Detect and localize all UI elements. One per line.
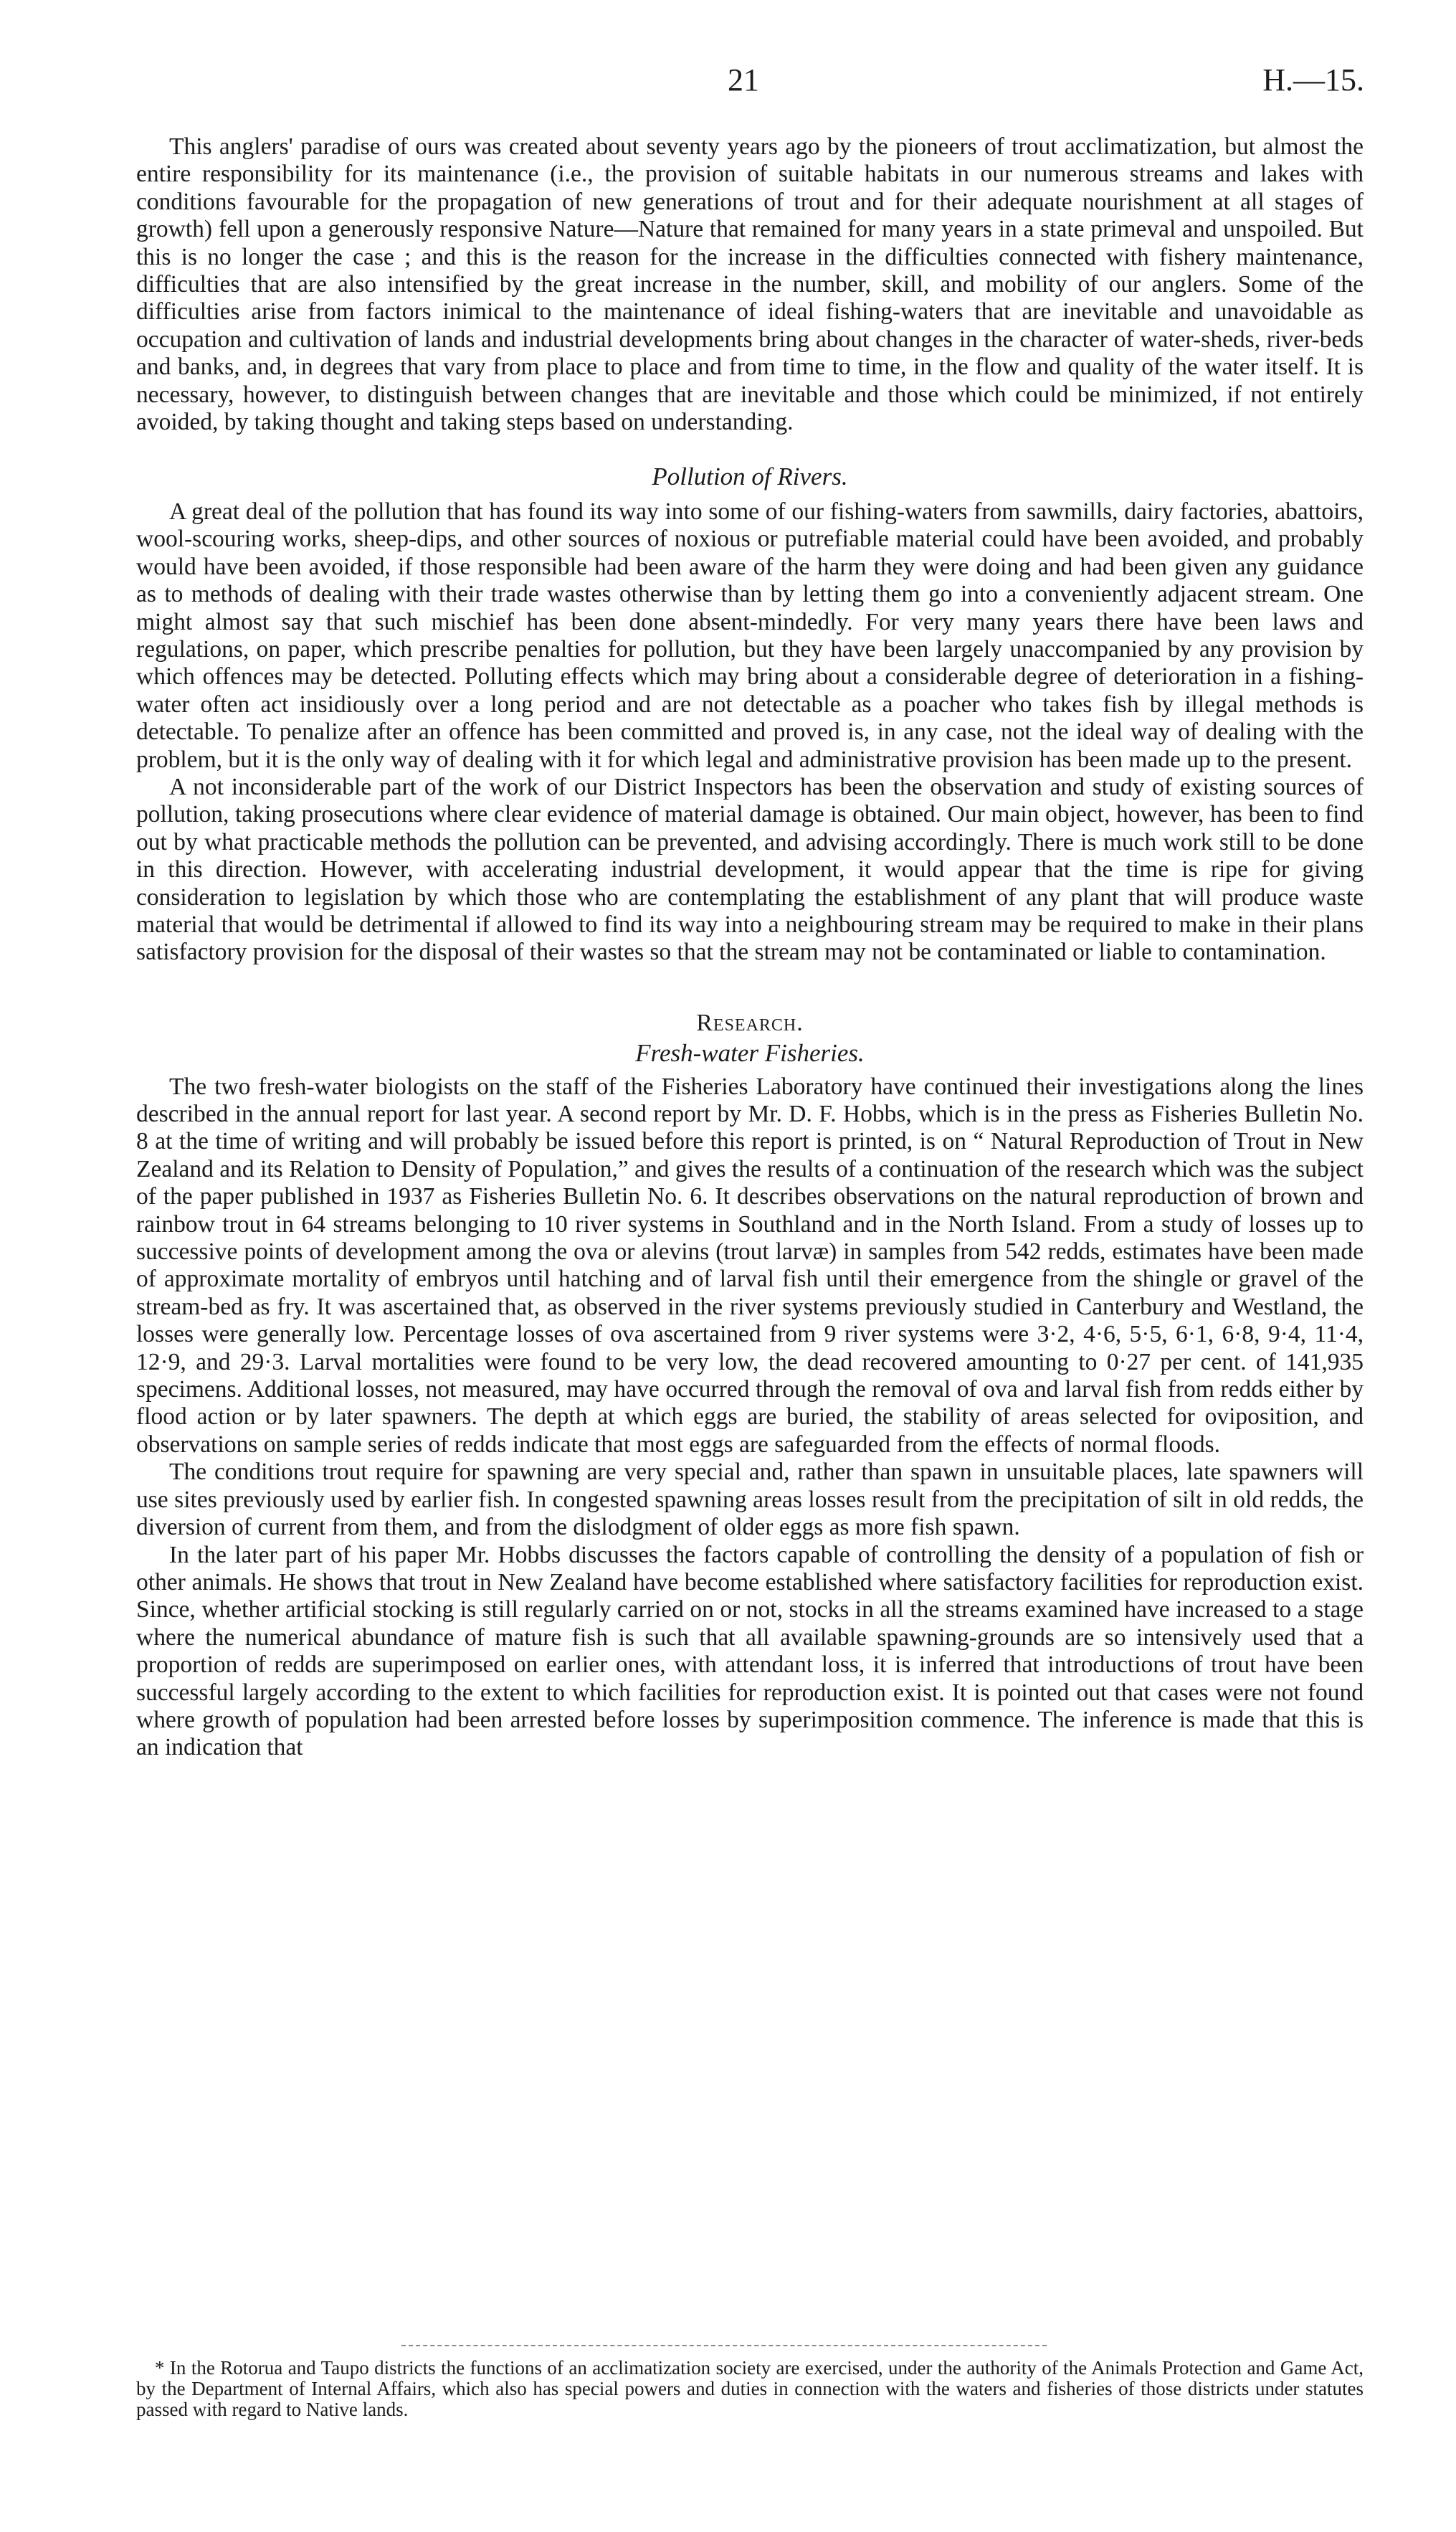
- footnote-divider: [401, 2345, 1047, 2346]
- footnote: [136, 2358, 1364, 2420]
- document-reference: H.—15.: [1262, 62, 1364, 98]
- paragraph-spawning-conditions: The conditions trout require for spawning are very special and, rather than spawn in unsuitable places, late spawners will use sites previously used by earlier fish. In congested spawning areas losses result from the precipitation of silt in old redds, the diversion of current from them, and from the dislodgment of older eggs as more fish spawn.: [136, 1459, 1364, 1541]
- footnote-text: * In the Rotorua and Taupo districts the functions of an acclimatization society are exercised, under the authority of the Animals Protection and Game Act, by the Department of Internal Affairs, which also has special powers and duties in connection with the waters and fisheries of those districts under statutes passed with regard to Native lands.: [136, 2357, 1364, 2420]
- paragraph-biologists-report: The two fresh-water biologists on the staff of the Fisheries Laboratory have continued their investigations along the lines described in the annual report for last year. A second report by Mr. D. F. Hobbs, which is in the press as Fisheries Bulletin No. 8 at the time of writing and will probably be issued before this report is printed, is on “ Natural Reproduction of Trout in New Zealand and its Relation to Density of Population,” and gives the results of a continuation of the research which was the subject of the paper published in 1937 as Fisheries Bulletin No. 6. It describes observations on the natural reproduction of brown and rainbow trout in 64 streams belonging to 10 river systems in Southland and in the North Island. From a study of losses up to successive points of development among the ova or alevins (trout larvæ) in samples from 542 redds, estimates have been made of approximate mortality of embryos until hatching and of larval fish until their emergence from the shingle or gravel of the stream-bed as fry. It was ascertained that, as observed in the river systems previously studied in Canterbury and Westland, the losses were generally low. Percentage losses of ova ascertained from 9 river systems were 3·2, 4·6, 5·5, 6·1, 6·8, 9·4, 11·4, 12·9, and 29·3. Larval mortalities were found to be very low, the dead recovered amounting to 0·27 per cent. of 141,935 specimens. Additional losses, not measured, may have occurred through the removal of ova and larval fish from redds either by flood action or by later spawners. The depth at which eggs are buried, the stability of areas selected for oviposition, and observations on sample series of redds indicate that most eggs are safeguarded from the effects of normal floods.: [136, 1073, 1364, 1458]
- paragraph-district-inspectors: A not inconsiderable part of the work of our District Inspectors has been the observation and study of existing sources of pollution, taking prosecutions where clear evidence of material damage is obtained. Our main object, however, has been to find out by what practicable methods the pollution can be prevented, and advising accordingly. There is much work still to be done in this direction. However, with accelerating industrial development, it would appear that the time is ripe for giving consideration to legislation by which those who are contemplating the establishment of any plant that will produce waste material that would be detrimental if allowed to find its way into a neighbouring stream may be required to make in their plans satisfactory provision for the disposal of their wastes so that the stream may not be contaminated or liable to contamination.: [136, 773, 1364, 966]
- heading-research: Research.: [696, 1009, 804, 1036]
- heading-pollution-of-rivers: Pollution of Rivers.: [652, 463, 848, 491]
- paragraph-pollution-sources: A great deal of the pollution that has found its way into some of our fishing-waters from sawmills, dairy factories, abattoirs, wool-scouring works, sheep-dips, and other sources of noxious or putrefiable material could have been avoided, and probably would have been avoided, if those responsible had been aware of the harm they were doing and had been given any guidance as to methods of dealing with their trade wastes otherwise than by letting them go into a conveniently adjacent stream. One might almost say that such mischief has been done absent-mindedly. For very many years there have been laws and regulations, on paper, which prescribe penalties for pollution, but they have been largely unaccompanied by any provision by which offences may be detected. Polluting effects which may bring about a considerable degree of deterioration in a fishing-water often act insidiously over a long period and are not detectable as a poacher who takes fish by illegal methods is detectable. To penalize after an offence has been committed and proved is, in any case, not the ideal way of dealing with the problem, but it is the only way of dealing with it for which legal and administrative provision has been made up to the present.: [136, 498, 1364, 773]
- paragraph-anglers-paradise: This anglers' paradise of ours was created about seventy years ago by the pioneers of trout acclimatization, but almost the entire responsibility for its maintenance (i.e., the provision of suitable habitats in our numerous streams and lakes with conditions favourable for the propagation of new generations of trout and for their adequate nourishment at all stages of growth) fell upon a generously responsive Nature—Nature that remained for many years in a state primeval and unspoiled. But this is no longer the case ; and this is the reason for the increase in the difficulties connected with fishery maintenance, difficulties that are also intensified by the great increase in the number, skill, and mobility of our anglers. Some of the difficulties arise from factors inimical to the maintenance of ideal fishing-waters that are inevitable and unavoidable as occupation and cultivation of lands and industrial developments bring about changes in the character of water-sheds, river-beds and banks, and, in degrees that vary from place to place and from time to time, in the flow and quality of the water itself. It is necessary, however, to distinguish between changes that are inevitable and those which could be minimized, if not entirely avoided, by taking thought and taking steps based on understanding.: [136, 133, 1364, 436]
- page-header: [0, 62, 1456, 105]
- body-text: [136, 133, 1364, 1762]
- paragraph-population-density: In the later part of his paper Mr. Hobbs discusses the factors capable of controlling the density of a population of fish or other animals. He shows that trout in New Zealand have become established where satisfactory facilities for reproduction exist. Since, whether artificial stocking is still regularly carried on or not, stocks in all the streams examined have increased to a stage where the numerical abundance of mature fish is such that all available spawning-grounds are so intensively used that a proportion of redds are superimposed on earlier ones, with attendant loss, it is inferred that introductions of trout have been successful largely according to the extent to which facilities for reproduction exist. It is pointed out that cases were not found where growth of population had been arrested before losses by superimposition commence. The inference is made that this is an indication that: [136, 1541, 1364, 1761]
- heading-fresh-water-fisheries: Fresh-water Fisheries.: [635, 1039, 865, 1068]
- page-number: 21: [728, 62, 759, 98]
